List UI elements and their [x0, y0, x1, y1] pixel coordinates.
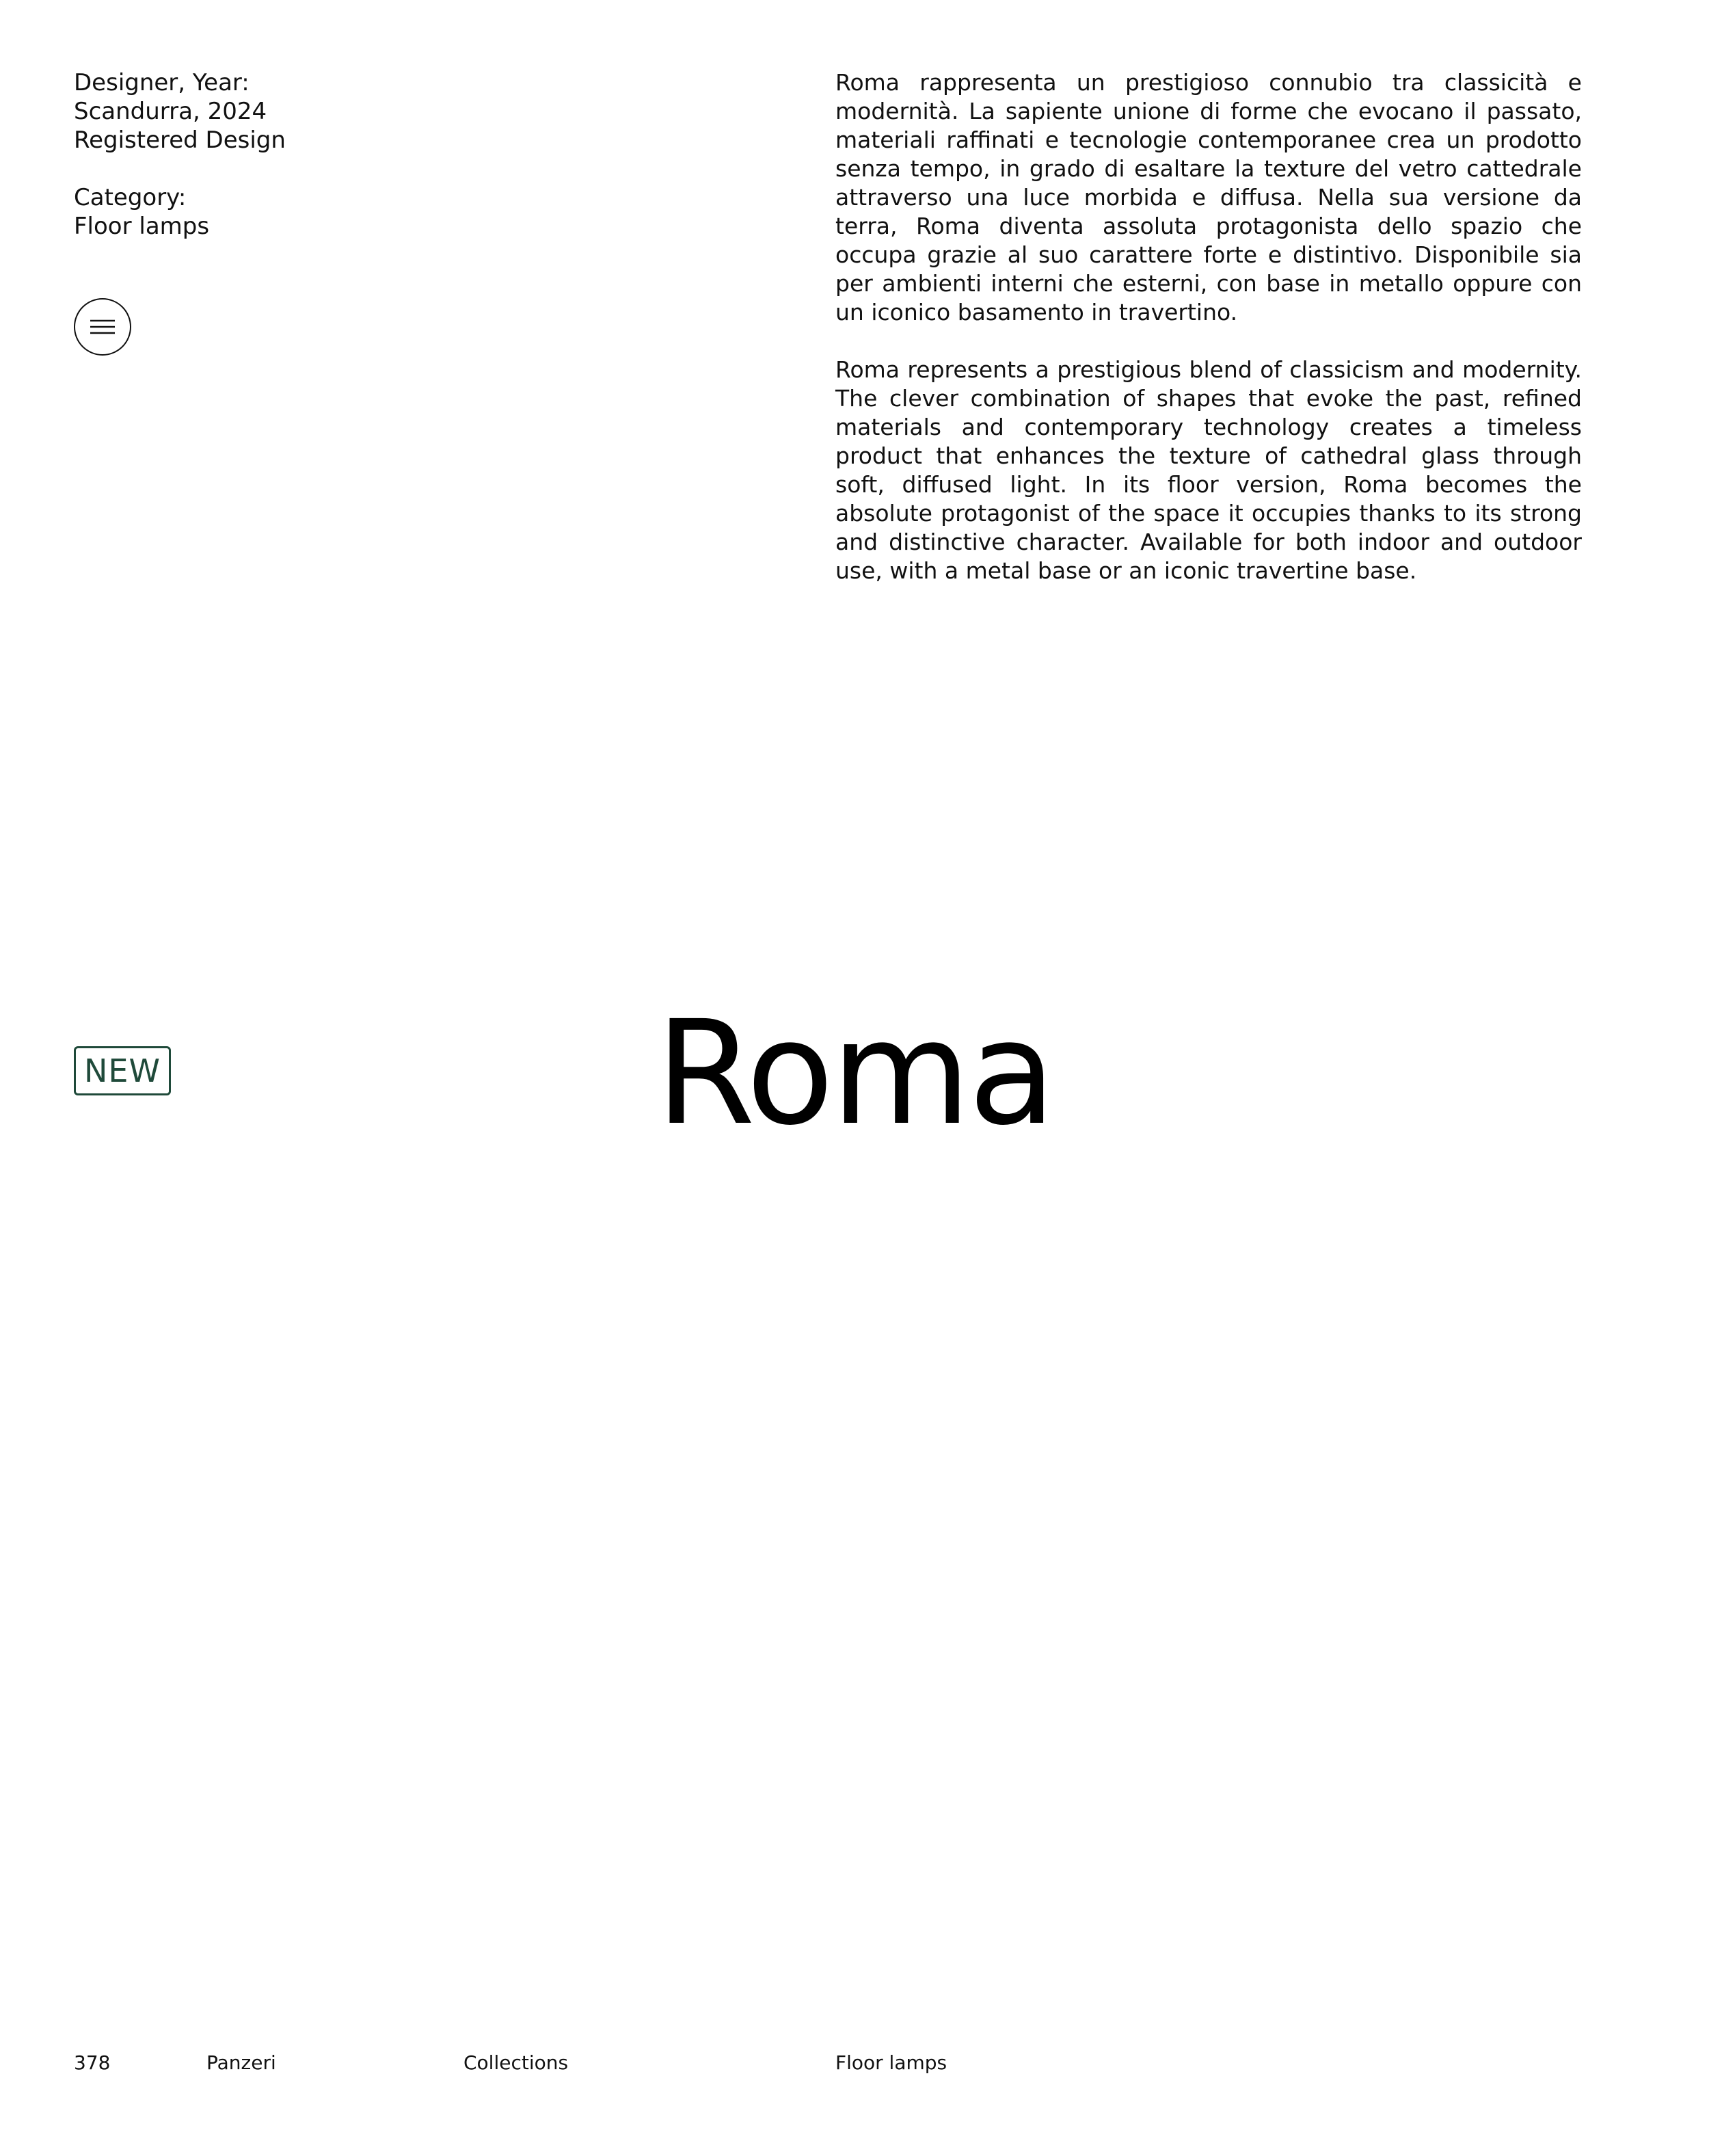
meta-spacer	[74, 155, 286, 183]
designer-label: Designer, Year:	[74, 69, 250, 96]
hamburger-menu-icon	[89, 317, 116, 337]
footer-category: Floor lamps	[835, 2051, 947, 2074]
designer-value: Scandurra, 2024	[74, 98, 267, 125]
new-badge: NEW	[74, 1046, 171, 1095]
product-title: Roma	[655, 989, 1054, 1157]
page-number: 378	[74, 2051, 111, 2074]
description-english: Roma represents a prestigious blend of classicism and modernity. The clever combination of shapes that evoke the past, refined materials and contemporary technology creates a timeless product that enhances the texture of cathedral glass through soft, diffused light. In its floor version, Roma becomes the absolute protagonist of the space it occupies thanks to its strong and distinctive character. Available for both indoor and outdoor use, with a metal base or an iconic travertine base.	[835, 356, 1582, 584]
registered-design-label: Registered Design	[74, 127, 286, 154]
footer-brand: Panzeri	[206, 2051, 276, 2074]
product-description	[835, 68, 1582, 585]
product-meta	[74, 68, 286, 241]
description-italian: Roma rappresenta un prestigioso connubio tra classicità e modernità. La sapiente unione di forme che evocano il passato, materiali raffinati e tecnologie contemporanee crea un prodotto senza tempo, in grado di esaltare la texture del vetro cattedrale attraverso una luce morbida e diffusa. Nella sua versione da terra, Roma diventa assoluta protagonista dello spazio che occupa grazie al suo carattere forte e distintivo. Disponibile sia per ambienti interni che esterni, con base in metallo oppure con un iconico basamento in travertino.	[835, 69, 1582, 325]
footer-section: Collections	[463, 2051, 569, 2074]
category-value: Floor lamps	[74, 213, 210, 240]
category-label: Category:	[74, 184, 187, 211]
menu-button[interactable]	[74, 298, 131, 356]
